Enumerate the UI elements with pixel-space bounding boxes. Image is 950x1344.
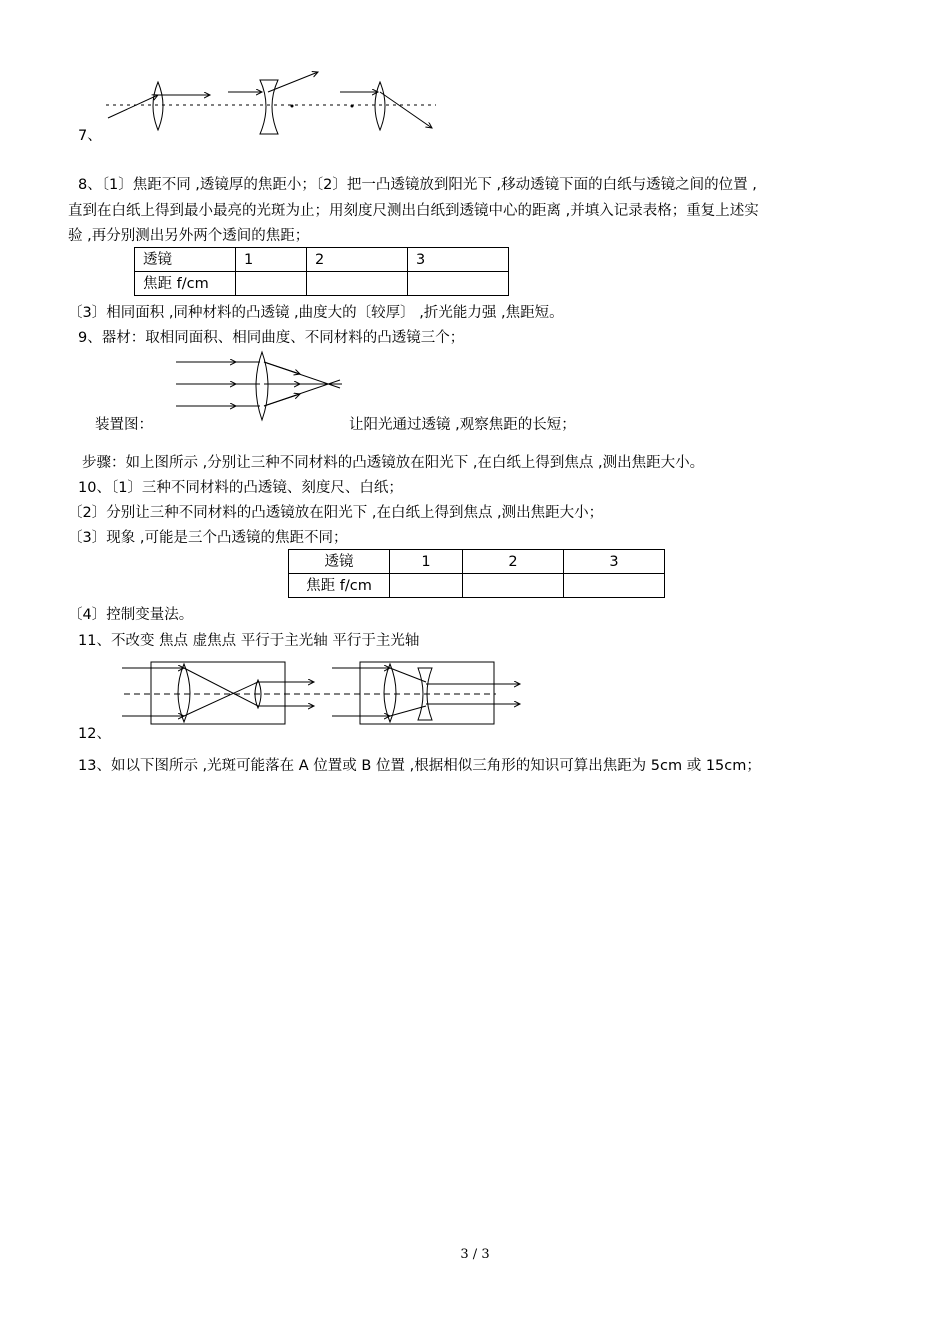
table-cell: 焦距 f/cm: [135, 272, 236, 296]
q10-line4: 〔4〕控制变量法。: [68, 607, 194, 623]
table-cell: 2: [463, 550, 564, 574]
table-cell: 1: [236, 248, 307, 272]
q9-line1: 9、器材：取相同面积、相同曲度、不同材料的凸透镜三个；: [78, 330, 465, 346]
table-cell: 3: [408, 248, 509, 272]
q10-line3: 〔3〕现象 ,可能是三个凸透镜的焦距不同；: [68, 530, 348, 546]
q8-line1: 8、〔1〕焦距不同 ,透镜厚的焦距小；〔2〕把一凸透镜放到阳光下 ,移动透镜下面的白纸与透镜之间的位置 ,: [78, 177, 757, 193]
q7-label: 7、: [78, 128, 102, 144]
table-cell: 2: [307, 248, 408, 272]
q8-line2: 直到在白纸上得到最小最亮的光斑为止；用刻度尺测出白纸到透镜中心的距离 ,并填入记录表格；重复上述实: [68, 203, 759, 219]
q11-text: 11、不改变 焦点 虚焦点 平行于主光轴 平行于主光轴: [78, 633, 420, 649]
page-number: 3 / 3: [460, 1247, 490, 1262]
table-cell: 1: [390, 550, 463, 574]
q12-label: 12、: [78, 726, 111, 742]
table-cell: 焦距 f/cm: [289, 574, 390, 598]
q13-text: 13、如以下图所示 ,光斑可能落在 A 位置或 B 位置 ,根据相似三角形的知识可算出焦距为 5cm 或 15cm；: [78, 758, 761, 774]
q9-device-note: 让阳光通过透镜 ,观察焦距的长短；: [349, 417, 576, 433]
q8-part3: 〔3〕相同面积 ,同种材料的凸透镜 ,曲度大的〔较厚〕 ,折光能力强 ,焦距短。: [68, 305, 564, 321]
q8-line3: 验 ,再分别测出另外两个透间的焦距；: [68, 228, 310, 244]
table-cell: 3: [564, 550, 665, 574]
q10-line2: 〔2〕分别让三种不同材料的凸透镜放在阳光下 ,在白纸上得到焦点 ,测出焦距大小；: [68, 505, 604, 521]
table-cell: 透镜: [135, 248, 236, 272]
q10-line1: 10、〔1〕三种不同材料的凸透镜、刻度尺、白纸；: [78, 480, 403, 496]
q9-steps: 步骤：如上图所示 ,分别让三种不同材料的凸透镜放在阳光下 ,在白纸上得到焦点 ,测出焦距大小。: [82, 455, 705, 471]
table-cell: 透镜: [289, 550, 390, 574]
q9-device-label: 装置图：: [95, 417, 153, 433]
